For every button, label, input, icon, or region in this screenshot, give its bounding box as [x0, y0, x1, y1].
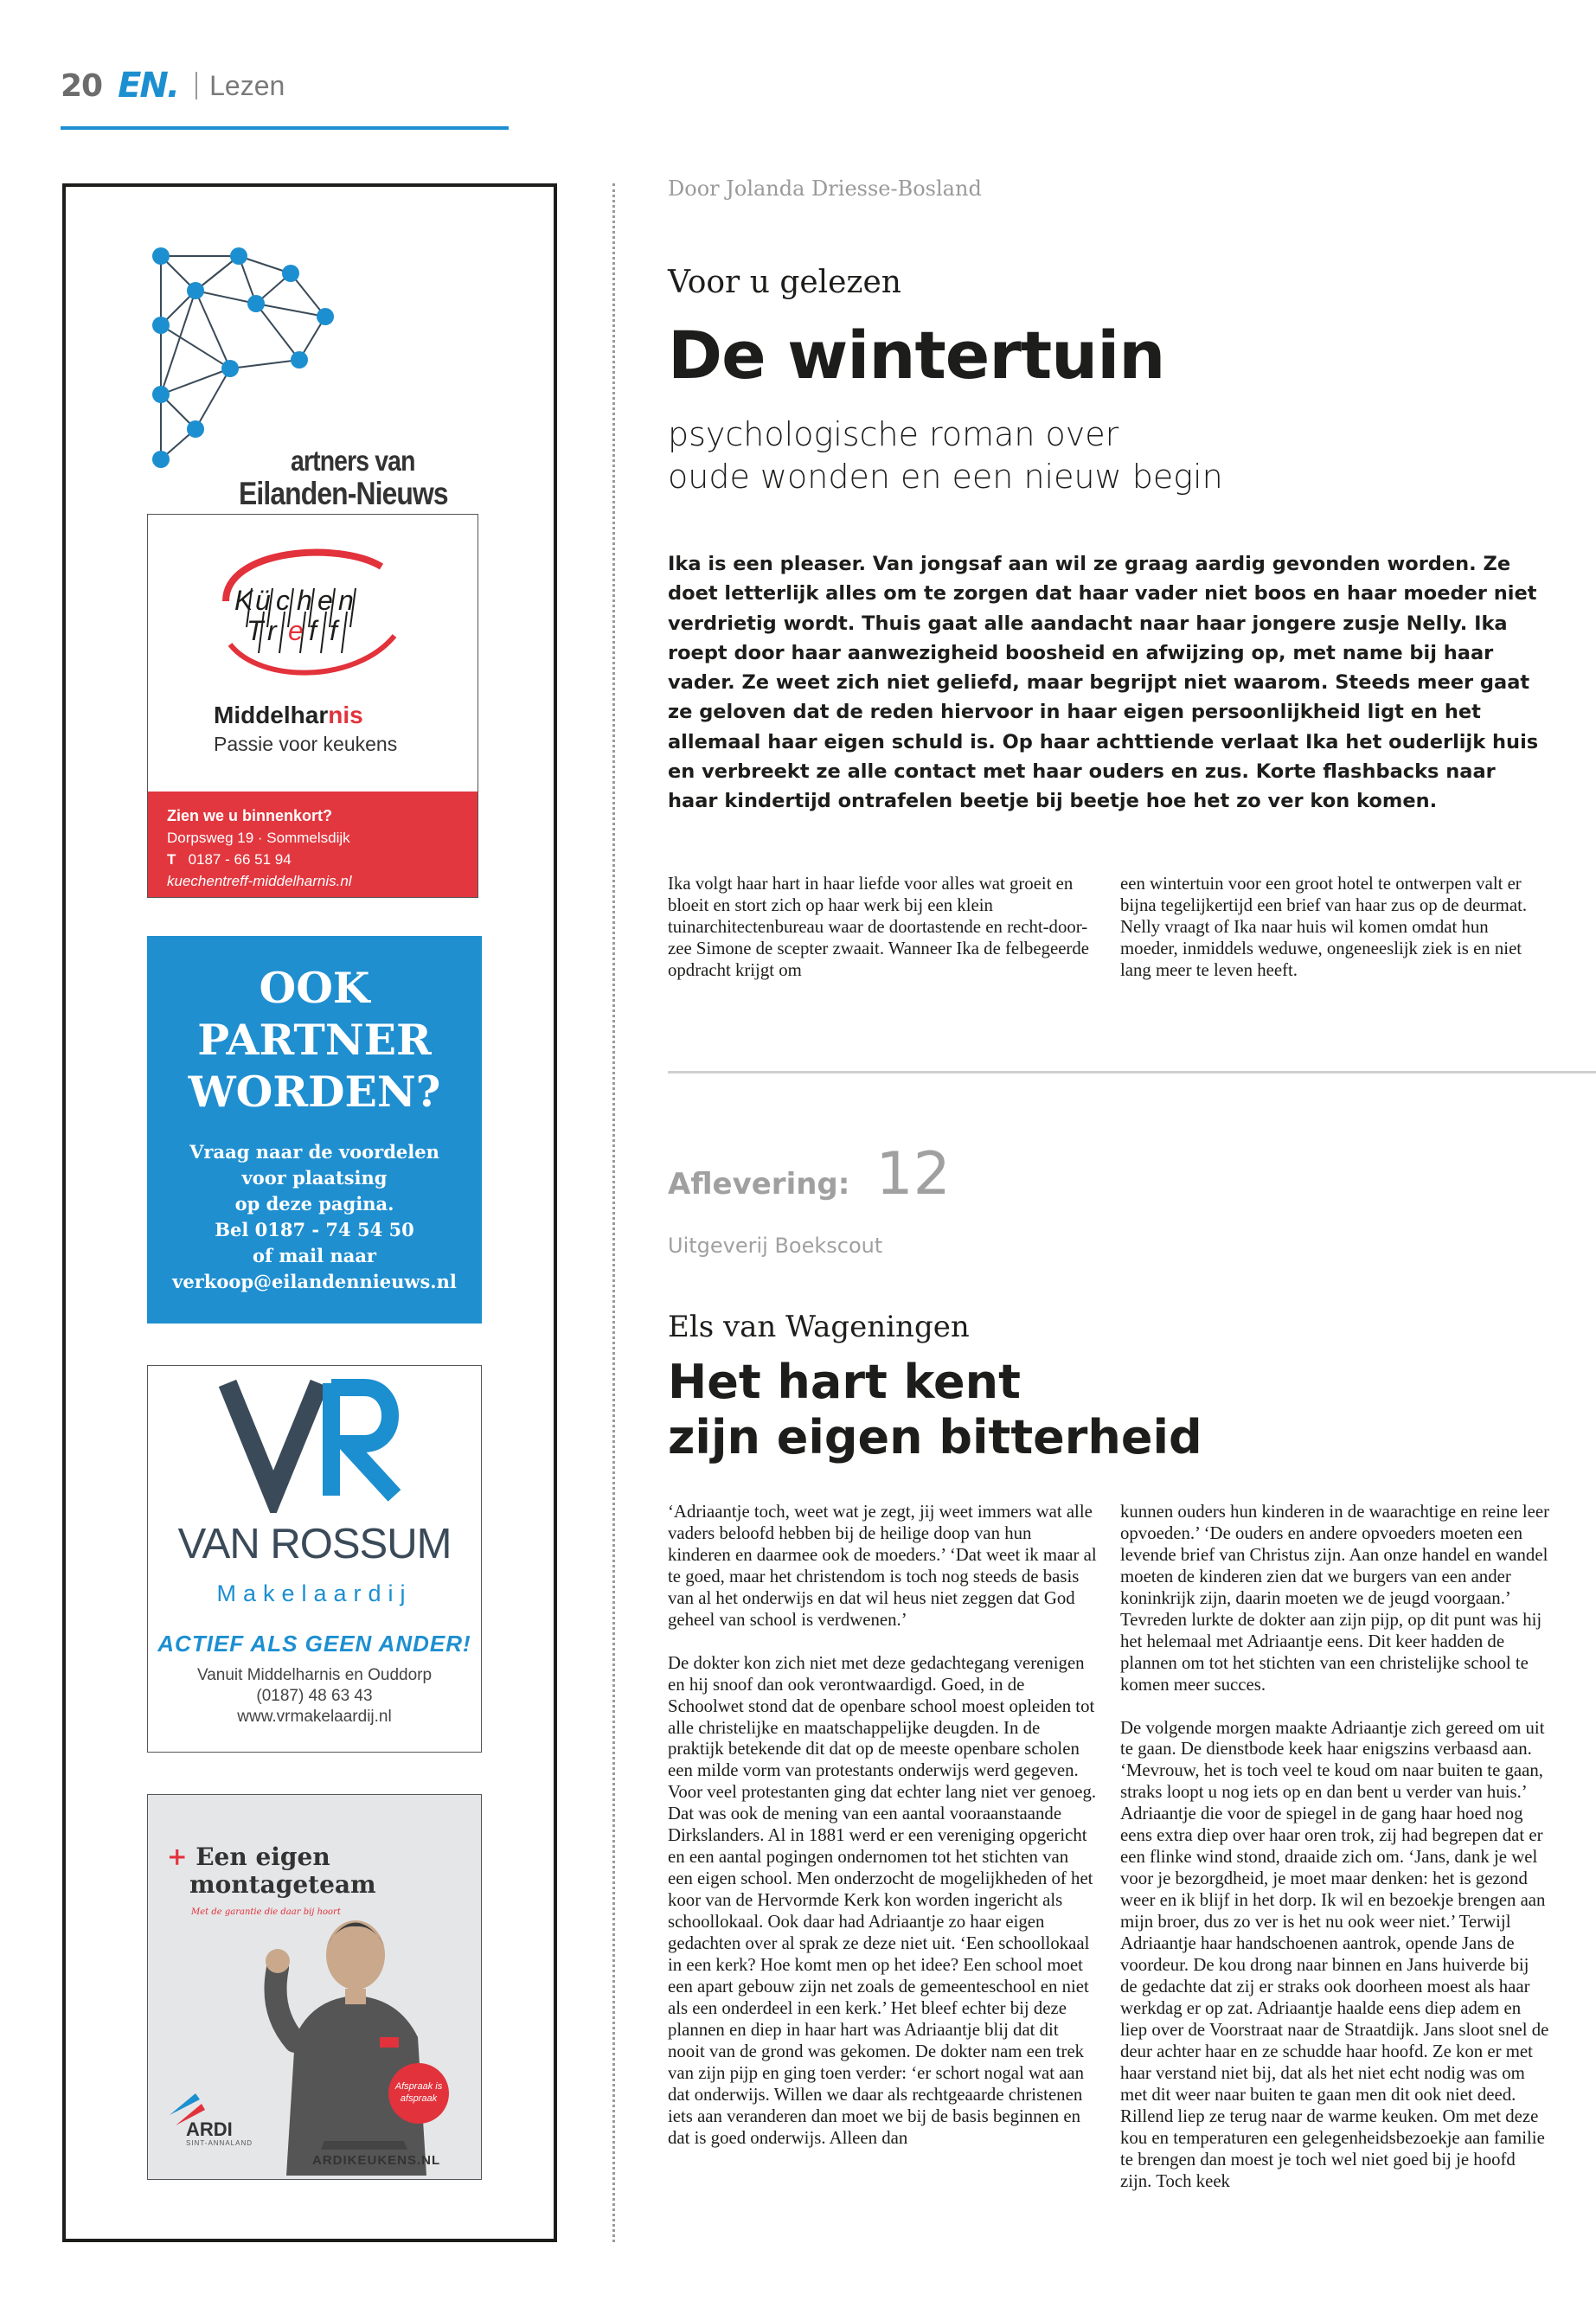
- article1-headline: De wintertuin: [668, 317, 1165, 394]
- svg-text:e: e: [317, 585, 333, 616]
- become-partner-info: Vraag naar de voordelen voor plaatsing op deze pagina. Bel 0187 - 74 54 50 of mail naar verkoop@eilandennieuws.nl: [147, 1139, 482, 1295]
- svg-text:c: c: [276, 585, 290, 616]
- article1-subhead: psychologische roman over oude wonden en een nieuw begin: [668, 415, 1223, 496]
- partners-title-line2: Eilanden-Nieuws: [239, 476, 448, 511]
- advertisement-column: [62, 183, 557, 2242]
- kuchentreff-question: Zien we u binnenkort?: [167, 807, 333, 824]
- kuchentreff-url[interactable]: kuechentreff-middelharnis.nl: [167, 873, 352, 889]
- page-number: 20: [61, 67, 103, 104]
- article2-body: [668, 1502, 1550, 2192]
- svg-text:f: f: [309, 615, 317, 646]
- svg-text:h: h: [297, 585, 312, 616]
- article1-body-column-2: een wintertuin voor een groot hotel te ontwerpen valt er bijna tegelijkertijd een brief van haar zus op de deurmat. Nelly vraagt of Ika naar huis wil komen omdat hun moeder, inmiddels weduwe, ongeneeslijk ziek is en niet lang meer te leven heeft.: [1120, 874, 1528, 980]
- header-rule: [61, 126, 509, 130]
- article1-kicker: Voor u gelezen: [668, 265, 901, 300]
- kuchentreff-subtitle: Passie voor keukens: [214, 733, 398, 755]
- partners-logo: [144, 239, 524, 511]
- article2-author: Els van Wageningen: [668, 1310, 970, 1344]
- ardi-title: + Een eigen montageteam: [167, 1843, 376, 1899]
- become-partner-email[interactable]: verkoop@eilandennieuws.nl: [172, 1271, 457, 1292]
- become-partner-heading: OOK PARTNER WORDEN?: [188, 963, 441, 1117]
- ardi-url[interactable]: ARDIKEUKENS.NL: [312, 2153, 441, 2168]
- header-separator: [195, 72, 197, 99]
- van-rossum-name: VAN ROSSUM: [177, 1521, 452, 1567]
- ardi-ad[interactable]: [147, 1794, 482, 2180]
- svg-text:T: T: [247, 615, 264, 646]
- column-divider: [612, 183, 615, 2242]
- ardi-brand: ARDI: [186, 2118, 233, 2140]
- van-rossum-url[interactable]: www.vrmakelaardij.nl: [237, 1708, 392, 1726]
- become-partner-ad[interactable]: [147, 936, 482, 1324]
- partners-title-line1: artners van: [291, 445, 415, 477]
- svg-text:ü: ü: [255, 585, 271, 616]
- svg-text:f: f: [330, 615, 337, 646]
- svg-text:r: r: [267, 615, 277, 646]
- article1-byline: Door Jolanda Driesse-Bosland: [668, 176, 982, 201]
- section-label: Lezen: [209, 69, 285, 101]
- article2-body-column-2: kunnen ouders hun kinderen in de waarachtige en reine leer opvoeden.’ ‘De ouders en andere opvoeders moeten een levende brief van Christus zijn. Aan onze handel en wandel moeten de kinderen zien dat we burgers van een ander koninkrijk zijn, daarin moeten we de jeugd voorgaan.’ Tevreden lurkte de dokter aan zijn pijp, op dit punt was hij het helemaal met Adriaantje eens. Dit keer hadden de plannen om tot het stichten van een christelijke school te komen meer succes. De volgende morgen maakte Adriaantje zich gereed om uit te gaan. De dienstbode keek haar enigszins verbaasd aan. ‘Mevrouw, het is toch veel te koud om naar buiten te gaan, straks loopt u nog iets op en dan bent u verder van huis.’ Adriaantje die voor de spiegel in de gang haar hoed nog eens extra diep over haar oren trok, zij had begrepen dat er een flinke wind stond, draaide zich om. ‘Jans, dank je wel voor je bezorgdheid, je moet maar denken: het is gezond weer en ik blijf in het dorp. Ik wil en bezoekje brengen aan mijn broer, dus zo ver is het nu ook weer niet.’ Terwijl Adriaantje haar handschoenen aantrok, opende Jans de voordeur. De kou drong naar binnen en Jans huiverde bij de gedachte dat zij er straks ook doorheen moest als haar werkdag er op zat. Adriaantje haalde eens diep adem en liep over de Voorstraat naar de Straatdijk. Jans sloot snel de deur achter haar en ze schudde haar hoofd. Ze kon er met haar verstand niet bij, dat als het niet echt nodig was om met dit weer naar buiten te gaan men dit ook niet deed. Rillend liep ze terug naar de warme keuken. Om met deze kou en temperaturen een gelegenheidsbezoekje aan familie te brengen dan moest je toch wel niet goed bij je hoofd zijn. Toch keek: [1120, 1502, 1550, 2191]
- publication-logo: EN.: [118, 66, 179, 106]
- svg-text:K: K: [234, 585, 253, 616]
- page-header: [61, 67, 285, 104]
- van-rossum-slogan: ACTIEF ALS GEEN ANDER!: [157, 1631, 471, 1657]
- svg-text:n: n: [338, 585, 354, 616]
- ardi-stamp: Afspraak is afspraak: [388, 2063, 449, 2124]
- kuchentreff-city: Middelharnis: [214, 702, 363, 728]
- kuchentreff-contact-box: [148, 792, 478, 898]
- kuchentreff-address: Dorpsweg 19 · Sommelsdijk: [167, 830, 350, 846]
- ardi-guarantee: Met de garantie die daar bij hoort: [191, 1907, 341, 1917]
- van-rossum-ad[interactable]: [147, 1365, 482, 1753]
- episode-number: 12: [875, 1140, 951, 1208]
- kuchentreff-logo: [208, 541, 416, 688]
- vr-logo-icon: [148, 1366, 483, 1513]
- article1-body: [668, 874, 1550, 982]
- van-rossum-subtitle: Makelaardij: [216, 1580, 413, 1606]
- van-rossum-contact: Vanuit Middelharnis en Ouddorp (0187) 48 63 43 www.vrmakelaardij.nl: [148, 1665, 481, 1727]
- article2-publisher: Uitgeverij Boekscout: [668, 1234, 883, 1258]
- article2-body-column-1: ‘Adriaantje toch, weet wat je zegt, jij weet immers wat alle vaders beloofd hebben bij de heilige doop van hun kinderen en daarmee ook de moeders.’ ‘Dat weet ik maar al te goed, maar het christendom is toch nog steeds de basis van al het onderwijs en dat wil heus niet zeggen dat God geheel van school is verdwenen.’ De dokter kon zich niet met deze gedachtegang verenigen en hij snoof dan ook verontwaardigd. Goed, in de Schoolwet stond dat de openbare school moest opleiden tot alle christelijke en maatschappelijke deugden. In de praktijk betekende dit dat op de meeste openbare scholen een milde vorm van protestants onderwijs werd gegeven. Voor veel protestanten ging dat echter lang niet ver genoeg. Dat was ook de mening van een aantal vooraanstaande Dirkslanders. Al in 1881 werd er een vereniging opgericht en een aantal pogingen ondernomen tot het stichten van een eigen school. Men onderzocht de mogelijkheden of het koor van de Hervormde Kerk kon worden ingericht als schoollokaal. Ook daar had Adriaantje zo haar eigen gedachten over al sprak ze deze niet uit. ‘Een schoollokaal in een kerk? Hoe komt men op het idee? Een school moet een apart gebouw zijn net zoals de gemeenteschool en niet als een onderdeel in een kerk.’ Het bleef echter bij deze plannen en diep in haar hart was Adriaantje blij dat dit nooit van de grond was gekomen. De dokter nam een trek van zijn pijp en ging toen verder: ‘er schort nogal wat aan dat onderwijs. Willen we daar als rechtgeaarde christenen iets aan veranderen dan moet we bij de basis beginnen en dat is goed onderwijs. Alleen dan: [668, 1502, 1097, 2148]
- kuchentreff-ad[interactable]: [147, 514, 478, 898]
- article2-headline: Het hart kent zijn eigen bitterheid: [668, 1355, 1202, 1465]
- episode-label: Aflevering:: [668, 1167, 850, 1202]
- kuchentreff-phone: T 0187 - 66 51 94: [167, 851, 292, 868]
- section-divider: [668, 1071, 1596, 1074]
- episode-indicator: [668, 1140, 1596, 1208]
- article1-lead: Ika is een pleaser. Van jongsaf aan wil ze graag aardig gevonden worden. Ze doet letterlijk alles om te zorgen dat haar vader niet boos en haar moeder niet verdrietig wordt. Thuis gaat alle aandacht naar haar jongere zusje Nelly. Ika roept door haar aanwezigheid boosheid en afwijzing op, met name bij haar vader. Ze weet zich niet geliefd, maar begrijpt niet waarom. Steeds meer gaat ze geloven dat de reden hiervoor in haar eigen persoonlijkheid ligt en het allemaal haar eigen schuld is. Op haar achttiende verlaat Ika het ouderlijk huis en verbreekt ze alle contact met haar ouders en zus. Korte flashbacks naar haar kindertijd ontrafelen beetje bij beetje hoe het zo ver kon komen.: [668, 553, 1539, 813]
- svg-text:e: e: [288, 615, 304, 646]
- article1-body-column-1: Ika volgt haar hart in haar liefde voor alles wat groeit en bloeit en stort zich op haar werk bij een klein tuinarchitectenbureau waar de doortastende en recht-door-zee Simone de scepter zwaait. Wanneer Ika de felbegeerde opdracht krijgt om: [668, 874, 1089, 980]
- ardi-brand-location: SINT-ANNALAND: [186, 2139, 253, 2147]
